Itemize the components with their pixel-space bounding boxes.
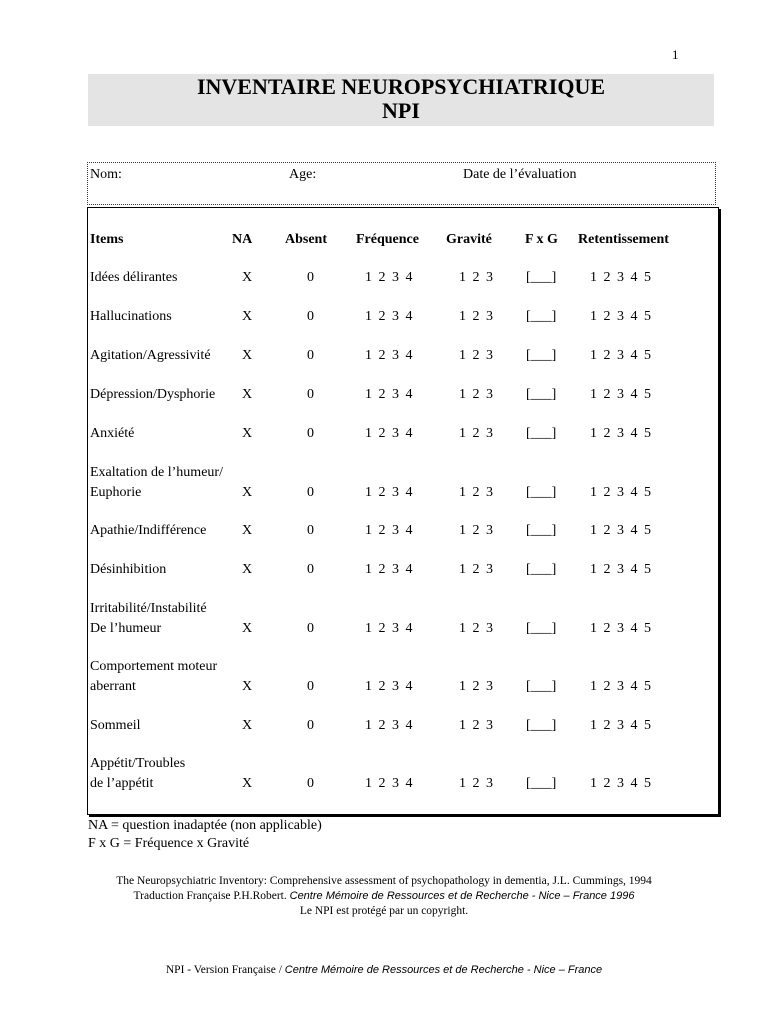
retentissement-options: 1 2 3 4 5: [590, 387, 651, 402]
item-label-line-2: de l’appétit: [90, 776, 154, 791]
item-label: [90, 521, 206, 541]
fxg-box: [___]: [526, 270, 557, 285]
item-label-line-1: Dépression/Dysphorie: [90, 387, 216, 402]
table-row: [88, 657, 718, 697]
page-title: INVENTAIRE NEUROPSYCHIATRIQUE: [196, 74, 606, 99]
na-mark: X: [242, 776, 253, 791]
na-mark: X: [242, 426, 253, 441]
gravite-options: 1 2 3: [459, 485, 493, 500]
item-label: [90, 716, 141, 736]
gravite-options: 1 2 3: [459, 562, 493, 577]
note-fxg: F x G = Fréquence x Gravité: [88, 836, 250, 851]
item-label: [90, 560, 166, 580]
item-label-line-1: Hallucinations: [90, 309, 172, 324]
table-row: [88, 268, 718, 308]
header-frequence: Fréquence: [356, 232, 419, 247]
frequence-options: 1 2 3 4: [365, 621, 413, 636]
footer-version: NPI - Version Française /: [165, 964, 282, 976]
table-row: [88, 346, 718, 386]
frequence-options: 1 2 3 4: [365, 348, 413, 363]
fxg-box: [___]: [526, 426, 557, 441]
gravite-options: 1 2 3: [459, 718, 493, 733]
frequence-options: 1 2 3 4: [365, 718, 413, 733]
fxg-box: [___]: [526, 309, 557, 324]
frequence-options: 1 2 3 4: [365, 270, 413, 285]
page-subtitle: NPI: [382, 98, 420, 123]
absent-value: 0: [307, 387, 314, 402]
retentissement-options: 1 2 3 4 5: [590, 562, 651, 577]
table-row: [88, 463, 718, 503]
item-label-line-2: De l’humeur: [90, 621, 162, 636]
reference-line-2: [0, 890, 768, 902]
gravite-options: 1 2 3: [459, 621, 493, 636]
fxg-box: [___]: [526, 621, 557, 636]
header-fxg: F x G: [525, 232, 558, 247]
retentissement-options: 1 2 3 4 5: [590, 426, 651, 441]
frequence-options: 1 2 3 4: [365, 523, 413, 538]
absent-value: 0: [307, 485, 314, 500]
frequence-options: 1 2 3 4: [365, 387, 413, 402]
fxg-box: [___]: [526, 523, 557, 538]
title-banner: [88, 74, 714, 126]
fxg-box: [___]: [526, 387, 557, 402]
item-label-line-1: Idées délirantes: [90, 270, 178, 285]
date-label: Date de l’évaluation: [463, 167, 577, 182]
absent-value: 0: [307, 562, 314, 577]
reference-line-3: Le NPI est protégé par un copyright.: [299, 905, 469, 917]
frequence-options: 1 2 3 4: [365, 776, 413, 791]
item-label: [90, 385, 215, 405]
retentissement-options: 1 2 3 4 5: [590, 523, 651, 538]
absent-value: 0: [307, 776, 314, 791]
item-label-line-1: Agitation/Agressivité: [90, 348, 211, 363]
retentissement-options: 1 2 3 4 5: [590, 270, 651, 285]
frequence-options: 1 2 3 4: [365, 485, 413, 500]
item-label: [90, 307, 172, 327]
gravite-options: 1 2 3: [459, 270, 493, 285]
header-na: NA: [232, 232, 253, 247]
header-absent: Absent: [285, 232, 328, 247]
absent-value: 0: [307, 523, 314, 538]
age-label: Age:: [289, 167, 317, 182]
absent-value: 0: [307, 718, 314, 733]
retentissement-options: 1 2 3 4 5: [590, 309, 651, 324]
item-label: [90, 754, 185, 794]
reference-translation: Traduction Française P.H.Robert.: [133, 890, 287, 902]
table-row: [88, 424, 718, 464]
gravite-options: 1 2 3: [459, 387, 493, 402]
gravite-options: 1 2 3: [459, 776, 493, 791]
item-label: [90, 599, 207, 639]
table-row: [88, 754, 718, 794]
absent-value: 0: [307, 679, 314, 694]
retentissement-options: 1 2 3 4 5: [590, 679, 651, 694]
header-retentissement: Retentissement: [578, 232, 669, 247]
na-mark: X: [242, 562, 253, 577]
retentissement-options: 1 2 3 4 5: [590, 621, 651, 636]
frequence-options: 1 2 3 4: [365, 679, 413, 694]
item-label-line-1: Apathie/Indifférence: [90, 523, 207, 538]
item-label: [90, 657, 217, 697]
absent-value: 0: [307, 270, 314, 285]
fxg-box: [___]: [526, 348, 557, 363]
gravite-options: 1 2 3: [459, 426, 493, 441]
npi-table: [87, 207, 719, 815]
item-label-line-2: aberrant: [90, 679, 136, 694]
na-mark: X: [242, 679, 253, 694]
retentissement-options: 1 2 3 4 5: [590, 776, 651, 791]
item-label: [90, 424, 134, 444]
gravite-options: 1 2 3: [459, 348, 493, 363]
nom-label: Nom:: [90, 167, 122, 182]
frequence-options: 1 2 3 4: [365, 426, 413, 441]
absent-value: 0: [307, 348, 314, 363]
gravite-options: 1 2 3: [459, 523, 493, 538]
na-mark: X: [242, 718, 253, 733]
table-row: [88, 599, 718, 639]
header-items: Items: [90, 232, 124, 247]
table-row: [88, 560, 718, 600]
na-mark: X: [242, 348, 253, 363]
table-row: [88, 716, 718, 756]
frequence-options: 1 2 3 4: [365, 562, 413, 577]
gravite-options: 1 2 3: [459, 679, 493, 694]
fxg-box: [___]: [526, 718, 557, 733]
fxg-box: [___]: [526, 485, 557, 500]
fxg-box: [___]: [526, 679, 557, 694]
note-na: NA = question inadaptée (non applicable): [88, 818, 322, 833]
reference-centre: Centre Mémoire de Ressources et de Recherche - Nice – France 1996: [289, 890, 635, 902]
na-mark: X: [242, 621, 253, 636]
frequence-options: 1 2 3 4: [365, 309, 413, 324]
item-label-line-1: Irritabilité/Instabilité: [90, 601, 207, 616]
retentissement-options: 1 2 3 4 5: [590, 718, 651, 733]
reference-line-1: The Neuropsychiatric Inventory: Comprehensive assessment of psychopathology in dementia, J.L. Cummings, 1994: [116, 875, 652, 887]
na-mark: X: [242, 485, 253, 500]
item-label: [90, 268, 177, 288]
footer-centre: Centre Mémoire de Ressources et de Recherche - Nice – France: [284, 964, 603, 976]
item-label-line-1: Désinhibition: [90, 562, 167, 577]
page-footer: [0, 964, 768, 976]
table-row: [88, 521, 718, 561]
na-mark: X: [242, 523, 253, 538]
fxg-box: [___]: [526, 776, 557, 791]
table-row: [88, 307, 718, 347]
table-row: [88, 385, 718, 425]
item-label-line-1: Appétit/Troubles: [90, 756, 186, 771]
page-number: 1: [672, 47, 679, 62]
item-label-line-1: Sommeil: [90, 718, 141, 733]
absent-value: 0: [307, 621, 314, 636]
fxg-box: [___]: [526, 562, 557, 577]
item-label-line-1: Exaltation de l’humeur/: [90, 465, 223, 480]
item-label: [90, 463, 223, 503]
header-gravite: Gravité: [446, 232, 492, 247]
absent-value: 0: [307, 309, 314, 324]
retentissement-options: 1 2 3 4 5: [590, 348, 651, 363]
na-mark: X: [242, 270, 253, 285]
patient-info-box: [87, 162, 716, 205]
na-mark: X: [242, 309, 253, 324]
retentissement-options: 1 2 3 4 5: [590, 485, 651, 500]
item-label-line-1: Comportement moteur: [90, 659, 218, 674]
na-mark: X: [242, 387, 253, 402]
gravite-options: 1 2 3: [459, 309, 493, 324]
item-label: [90, 346, 211, 366]
item-label-line-1: Anxiété: [90, 426, 135, 441]
absent-value: 0: [307, 426, 314, 441]
item-label-line-2: Euphorie: [90, 485, 142, 500]
